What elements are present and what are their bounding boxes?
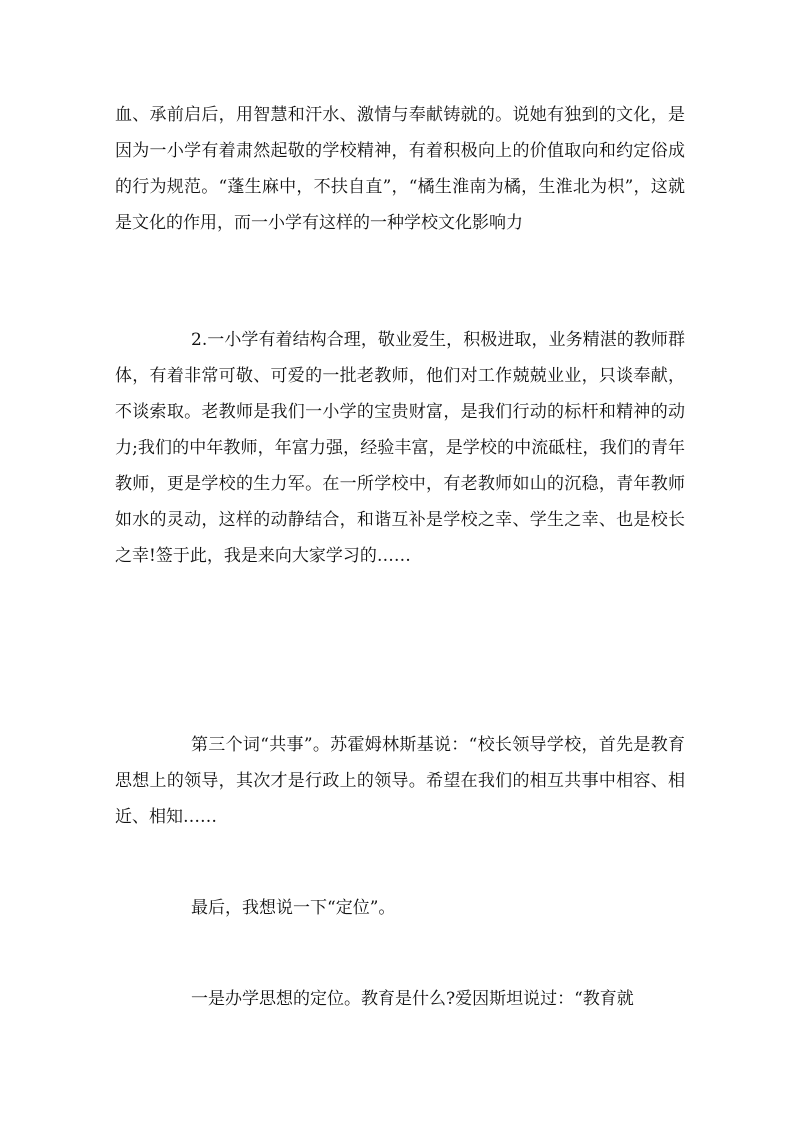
paragraph-positioning-intro: 最后，我想说一下“定位”。	[191, 898, 396, 918]
paragraph-teacher-team: 2.一小学有着结构合理，敬业爱生，积极进取，业务精湛的教师群体，有着非常可敬、可爱的一批老教师，他们对工作兢兢业业，只谈奉献，不谈索取。老教师是我们一小学的宝贵财富，是我们行动的标杆和精神的动力;我们的中年教师，年富力强，经验丰富，是学校的中流砥柱，我们的青年教师，更是学校的生力军。在一所学校中，有老教师如山的沉稳，青年教师如水的灵动，这样的动静结合，和谐互补是学校之幸、学生之幸、也是校长之幸!签于此，我是来向大家学习的……	[115, 330, 685, 566]
paragraph-school-culture: 血、承前启后，用智慧和汗水、激情与奉献铸就的。说她有独到的文化，是因为一小学有着肃然起敬的学校精神，有着积极向上的价值取向和约定俗成的行为规范。“蓬生麻中，不扶自直”，“橘生淮南为橘，生淮北为枳”，这就是文化的作用，而一小学有这样的一种学校文化影响力	[115, 105, 685, 233]
paragraph-third-word: 第三个词“共事”。苏霍姆林斯基说：“校长领导学校，首先是教育思想上的领导，其次才是行政上的领导。希望在我们的相互共事中相容、相近、相知……	[115, 735, 685, 827]
paragraph-philosophy-positioning: 一是办学思想的定位。教育是什么?爱因斯坦说过：“教育就	[191, 989, 634, 1009]
